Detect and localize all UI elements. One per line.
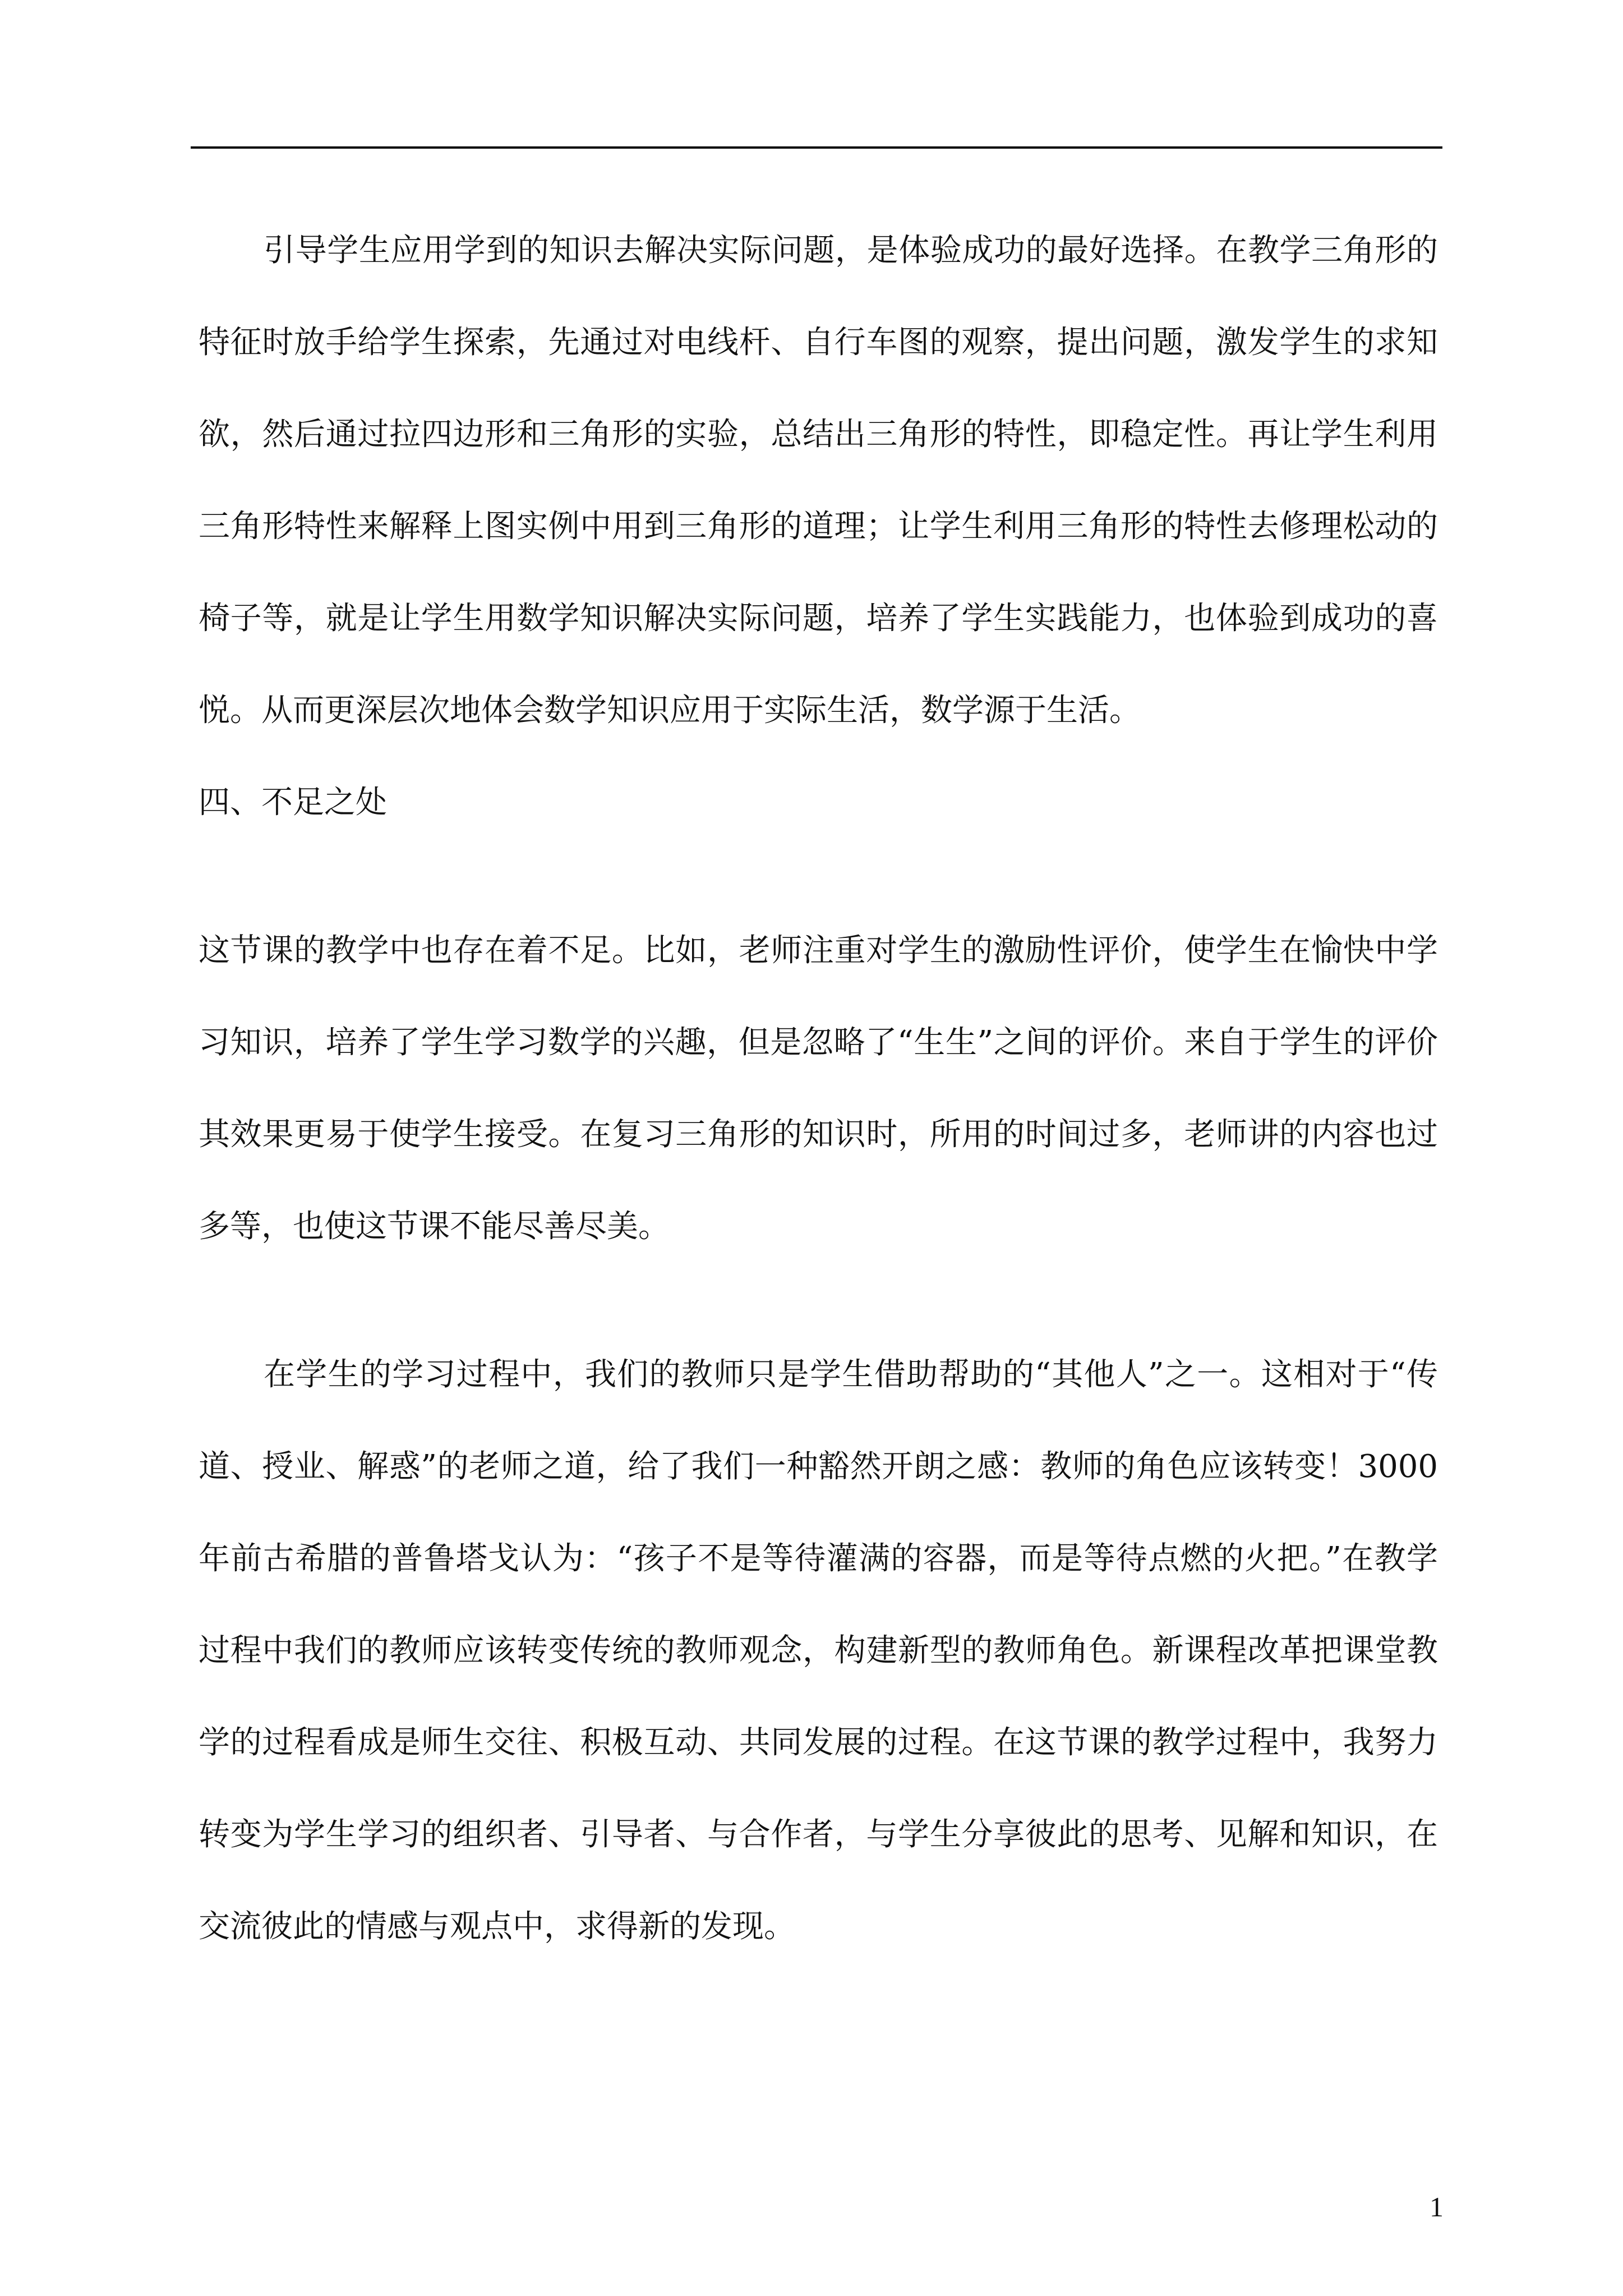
paragraph-application: 引导学生应用学到的知识去解决实际问题，是体验成功的最好选择。在教学三角形的特征时放手给学生探索，先通过对电线杆、自行车图的观察，提出问题，激发学生的求知欲，然后通过拉四边形和三角形的实验，总结出三角形的特性，即稳定性。再让学生利用三角形特性来解释上图实例中用到三角形的道理；让学生利用三角形的特性去修理松动的椅子等，就是让学生用数学知识解决实际问题，培养了学生实践能力，也体验到成功的喜悦。从而更深层次地体会数学知识应用于实际生活，数学源于生活。: [199, 232, 1438, 729]
header-rule: [191, 146, 1442, 149]
page-number: 1: [1430, 2191, 1444, 2223]
section-heading-shortcomings: 四、不足之处: [199, 784, 387, 821]
paragraph-shortcomings: 这节课的教学中也存在着不足。比如，老师注重对学生的激励性评价，使学生在愉快中学习知识，培养了学生学习数学的兴趣，但是忽略了“生生”之间的评价。来自于学生的评价其效果更易于使学生接受。在复习三角形的知识时，所用的时间过多，老师讲的内容也过多等，也使这节课不能尽善尽美。: [199, 932, 1438, 1245]
document-body: [199, 205, 1438, 1973]
paragraph-teacher-role: 在学生的学习过程中，我们的教师只是学生借助帮助的“其他人”之一。这相对于“传道、授业、解惑”的老师之道，给了我们一种豁然开朗之感：教师的角色应该转变！3000年前古希腊的普鲁塔戈认为：“孩子不是等待灌满的容器，而是等待点燃的火把。”在教学过程中我们的教师应该转变传统的教师观念，构建新型的教师角色。新课程改革把课堂教学的过程看成是师生交往、积极互动、共同发展的过程。在这节课的教学过程中，我努力转变为学生学习的组织者、引导者、与合作者，与学生分享彼此的思考、见解和知识，在交流彼此的情感与观点中，求得新的发现。: [199, 1356, 1438, 1945]
